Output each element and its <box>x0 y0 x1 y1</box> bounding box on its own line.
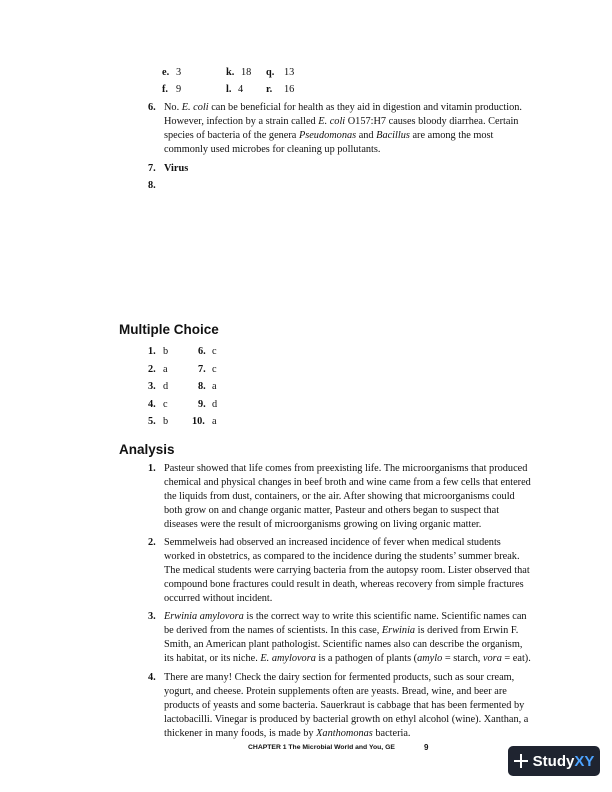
item-text: Semmelweis had observed an increased incidence of fever when medical students worked in obstetrics, as compared to the incidence during the students’ summer break. The medical students were carrying bacteria from the autopsy room. Lister observed that compound bone fractures could result in death, whereas recovery from simple fractures occurred without incident. <box>164 537 530 604</box>
answer-letter: r. <box>266 84 273 95</box>
footer-chapter-title: CHAPTER 1 The Microbial World and You, GE <box>248 744 395 751</box>
brand-wordmark: StudyXY <box>532 752 595 770</box>
item-number: 4. <box>148 672 156 683</box>
answer-letter: k. <box>226 67 235 78</box>
item-text: Pasteur showed that life comes from preexisting life. The microorganisms that produced chemical and physical changes in beef broth and wine came from a few cells that entered the liquids from dust, containers, or the air. After showing that microorganisms could both grow on and change organic matter, Pasteur and others began to suspect that diseases were the result of microorganisms growing on living organic matter. <box>164 463 531 530</box>
item-text: Erwinia amylovora is the correct way to write this scientific name. Scientific names can be derived from the names of scientists. In this case, Erwinia is derived from Erwin F. Smith, an American plant pathologist. Scientific names also can describe the organism, its habitat, or its niche. E. amylovora is a pathogen of plants (amylo = starch, vora = eat). <box>164 611 531 664</box>
answer-value: 13 <box>284 67 295 78</box>
item-number: 1. <box>148 463 156 474</box>
page-number: 9 <box>424 743 429 752</box>
page-footer <box>248 743 429 752</box>
plus-icon <box>514 754 528 768</box>
item-number: 6. <box>148 102 156 113</box>
studyxy-logo[interactable] <box>508 746 600 776</box>
answer-value: 16 <box>284 84 295 95</box>
answer-letter: l. <box>226 84 232 95</box>
section-heading-analysis: Analysis <box>119 442 175 457</box>
item-answer: Virus <box>164 163 189 174</box>
item-number: 3. <box>148 611 156 622</box>
answer-value: 9 <box>176 84 182 95</box>
item-number: 8. <box>148 180 156 191</box>
answer-letter: e. <box>162 67 170 78</box>
item-text: There are many! Check the dairy section for fermented products, such as sour cream, yogurt, and cheese. Protein supplements often are yeasts. Bread, wine, and beer are products of yeasts and some bacteria. Sauerkraut is cabbage that has been fermented by lactobacilli. Vinegar is produced by bacterial growth on ethyl alcohol (wine). Xanthan, a thickener in many foods, is made by Xanthomonas bacteria. <box>164 672 529 739</box>
answer-value: 3 <box>176 67 182 78</box>
section-heading-multiple-choice: Multiple Choice <box>119 322 219 337</box>
answer-value: 18 <box>241 67 252 78</box>
answer-letter: f. <box>162 84 169 95</box>
item-text: No. E. coli can be beneficial for health as they aid in digestion and vitamin production. However, infection by a strain called E. coli O157:H7 causes bloody diarrhea. Certain species of bacteria of the genera Pseudomonas and Bacillus are among the most commonly used microbes for cleaning up pollutants. <box>164 102 523 155</box>
answer-value: 4 <box>238 84 244 95</box>
item-number: 2. <box>148 537 156 548</box>
item-number: 7. <box>148 163 156 174</box>
answer-letter: q. <box>266 67 275 78</box>
